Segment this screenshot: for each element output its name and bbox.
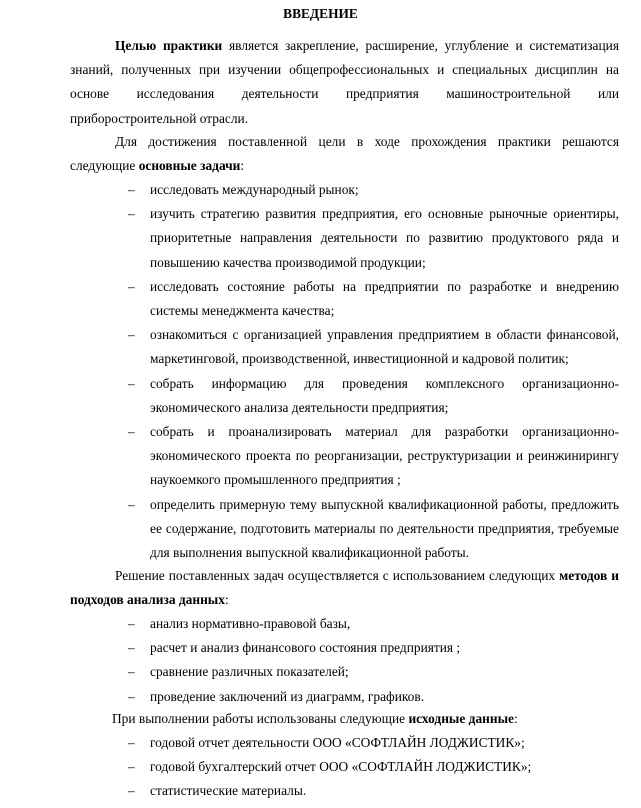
list-item-text: проведение заключений из диаграмм, графиков. xyxy=(150,688,425,704)
dash-bullet: – xyxy=(128,735,135,750)
tasks-list xyxy=(70,178,619,565)
dash-bullet: – xyxy=(128,640,135,656)
goal-paragraph xyxy=(70,34,619,131)
list-item-text: годовой бухгалтерский отчет ООО «СОФТЛАЙН ЛОДЖИСТИК»; xyxy=(150,759,532,775)
list-item xyxy=(70,178,619,202)
list-item xyxy=(70,731,619,755)
list-item xyxy=(70,323,619,371)
methods-intro-paragraph xyxy=(70,564,619,612)
source-intro-tail: : xyxy=(513,711,518,726)
list-item-text: годовой отчет деятельности ООО «СОФТЛАЙН ЛОДЖИСТИК»; xyxy=(150,735,525,750)
list-item-text: сравнение различных показателей; xyxy=(150,664,349,680)
source-intro-text: При выполнении работы использованы следующие xyxy=(112,711,409,726)
sources-list xyxy=(70,731,619,804)
list-item xyxy=(70,372,619,420)
list-item-text: изучить стратегию развития предприятия, его основные рыночные ориентиры, приоритетные направления деятельности по развитию продуктового ряда и повышению качества производимой продукции; xyxy=(150,206,619,270)
dash-bullet: – xyxy=(128,278,135,294)
page-title: ВВЕДЕНИЕ xyxy=(283,6,358,21)
list-item xyxy=(70,420,619,493)
dash-bullet: – xyxy=(128,616,135,631)
list-item-text: определить примерную тему выпускной квалификационной работы, предложить ее содержание, подготовить материалы по деятельности предприятия, требуемые для выполнения выпускной квалификационной работы. xyxy=(150,496,619,561)
dash-bullet: – xyxy=(128,688,135,704)
list-item-text: анализ нормативно-правовой базы, xyxy=(150,616,351,631)
tasks-intro-paragraph xyxy=(70,130,619,178)
list-item-text: исследовать международный рынок; xyxy=(150,182,359,197)
goal-text: является закрепление, расширение, углубление и систематизация знаний, полученных при изучении общепрофессиональных и специальных дисциплин на основе исследования деятельности предприятия машиностроительной или приборостроительной отрасли. xyxy=(70,38,619,126)
list-item xyxy=(70,779,619,803)
list-item xyxy=(70,202,619,275)
dash-bullet: – xyxy=(128,206,135,222)
tasks-intro-bold: основные задачи xyxy=(138,158,241,174)
list-item xyxy=(70,755,619,779)
dash-bullet: – xyxy=(128,664,135,680)
list-item-text: ознакомиться с организацией управления предприятием в области финансовой, маркетинговой, производственной, инвестиционной и кадровой политик; xyxy=(150,327,619,367)
dash-bullet: – xyxy=(128,783,135,799)
tasks-intro-text: Для достижения поставленной цели в ходе прохождения практики решаются следующие xyxy=(70,134,619,174)
methods-intro-bold: методов и подходов анализа данных xyxy=(70,568,619,608)
list-item xyxy=(70,493,619,566)
goal-lead: Целью практики xyxy=(115,38,223,53)
dash-bullet: – xyxy=(128,759,135,775)
list-item xyxy=(70,685,619,709)
tasks-intro-tail: : xyxy=(240,158,245,174)
dash-bullet: – xyxy=(128,327,135,343)
source-intro-bold: исходные данные xyxy=(408,711,514,726)
list-item-text: расчет и анализ финансового состояния предприятия ; xyxy=(150,640,461,656)
list-item xyxy=(70,660,619,684)
list-item-text: статистические материалы. xyxy=(150,783,307,799)
methods-intro-text: Решение поставленных задач осуществляется с использованием следующих xyxy=(115,568,560,583)
list-item-text: исследовать состояние работы на предприятии по разработке и внедрению системы менеджмента качества; xyxy=(150,278,619,319)
dash-bullet: – xyxy=(128,496,135,512)
list-item xyxy=(70,612,619,636)
list-item-text: собрать и проанализировать материал для разработки организационно-экономического проекта по реорганизации, реструктуризации и реинжинирингу наукоемкого промышленного предприятия ; xyxy=(150,424,619,488)
methods-list xyxy=(70,612,619,709)
list-item xyxy=(70,636,619,660)
dash-bullet: – xyxy=(128,424,135,440)
source-intro-paragraph xyxy=(70,707,619,731)
dash-bullet: – xyxy=(128,375,135,391)
methods-intro-tail: : xyxy=(224,592,229,608)
dash-bullet: – xyxy=(128,182,135,197)
list-item xyxy=(70,275,619,323)
list-item-text: собрать информацию для проведения комплексного организационно-экономического анализа деятельности предприятия; xyxy=(150,375,619,415)
